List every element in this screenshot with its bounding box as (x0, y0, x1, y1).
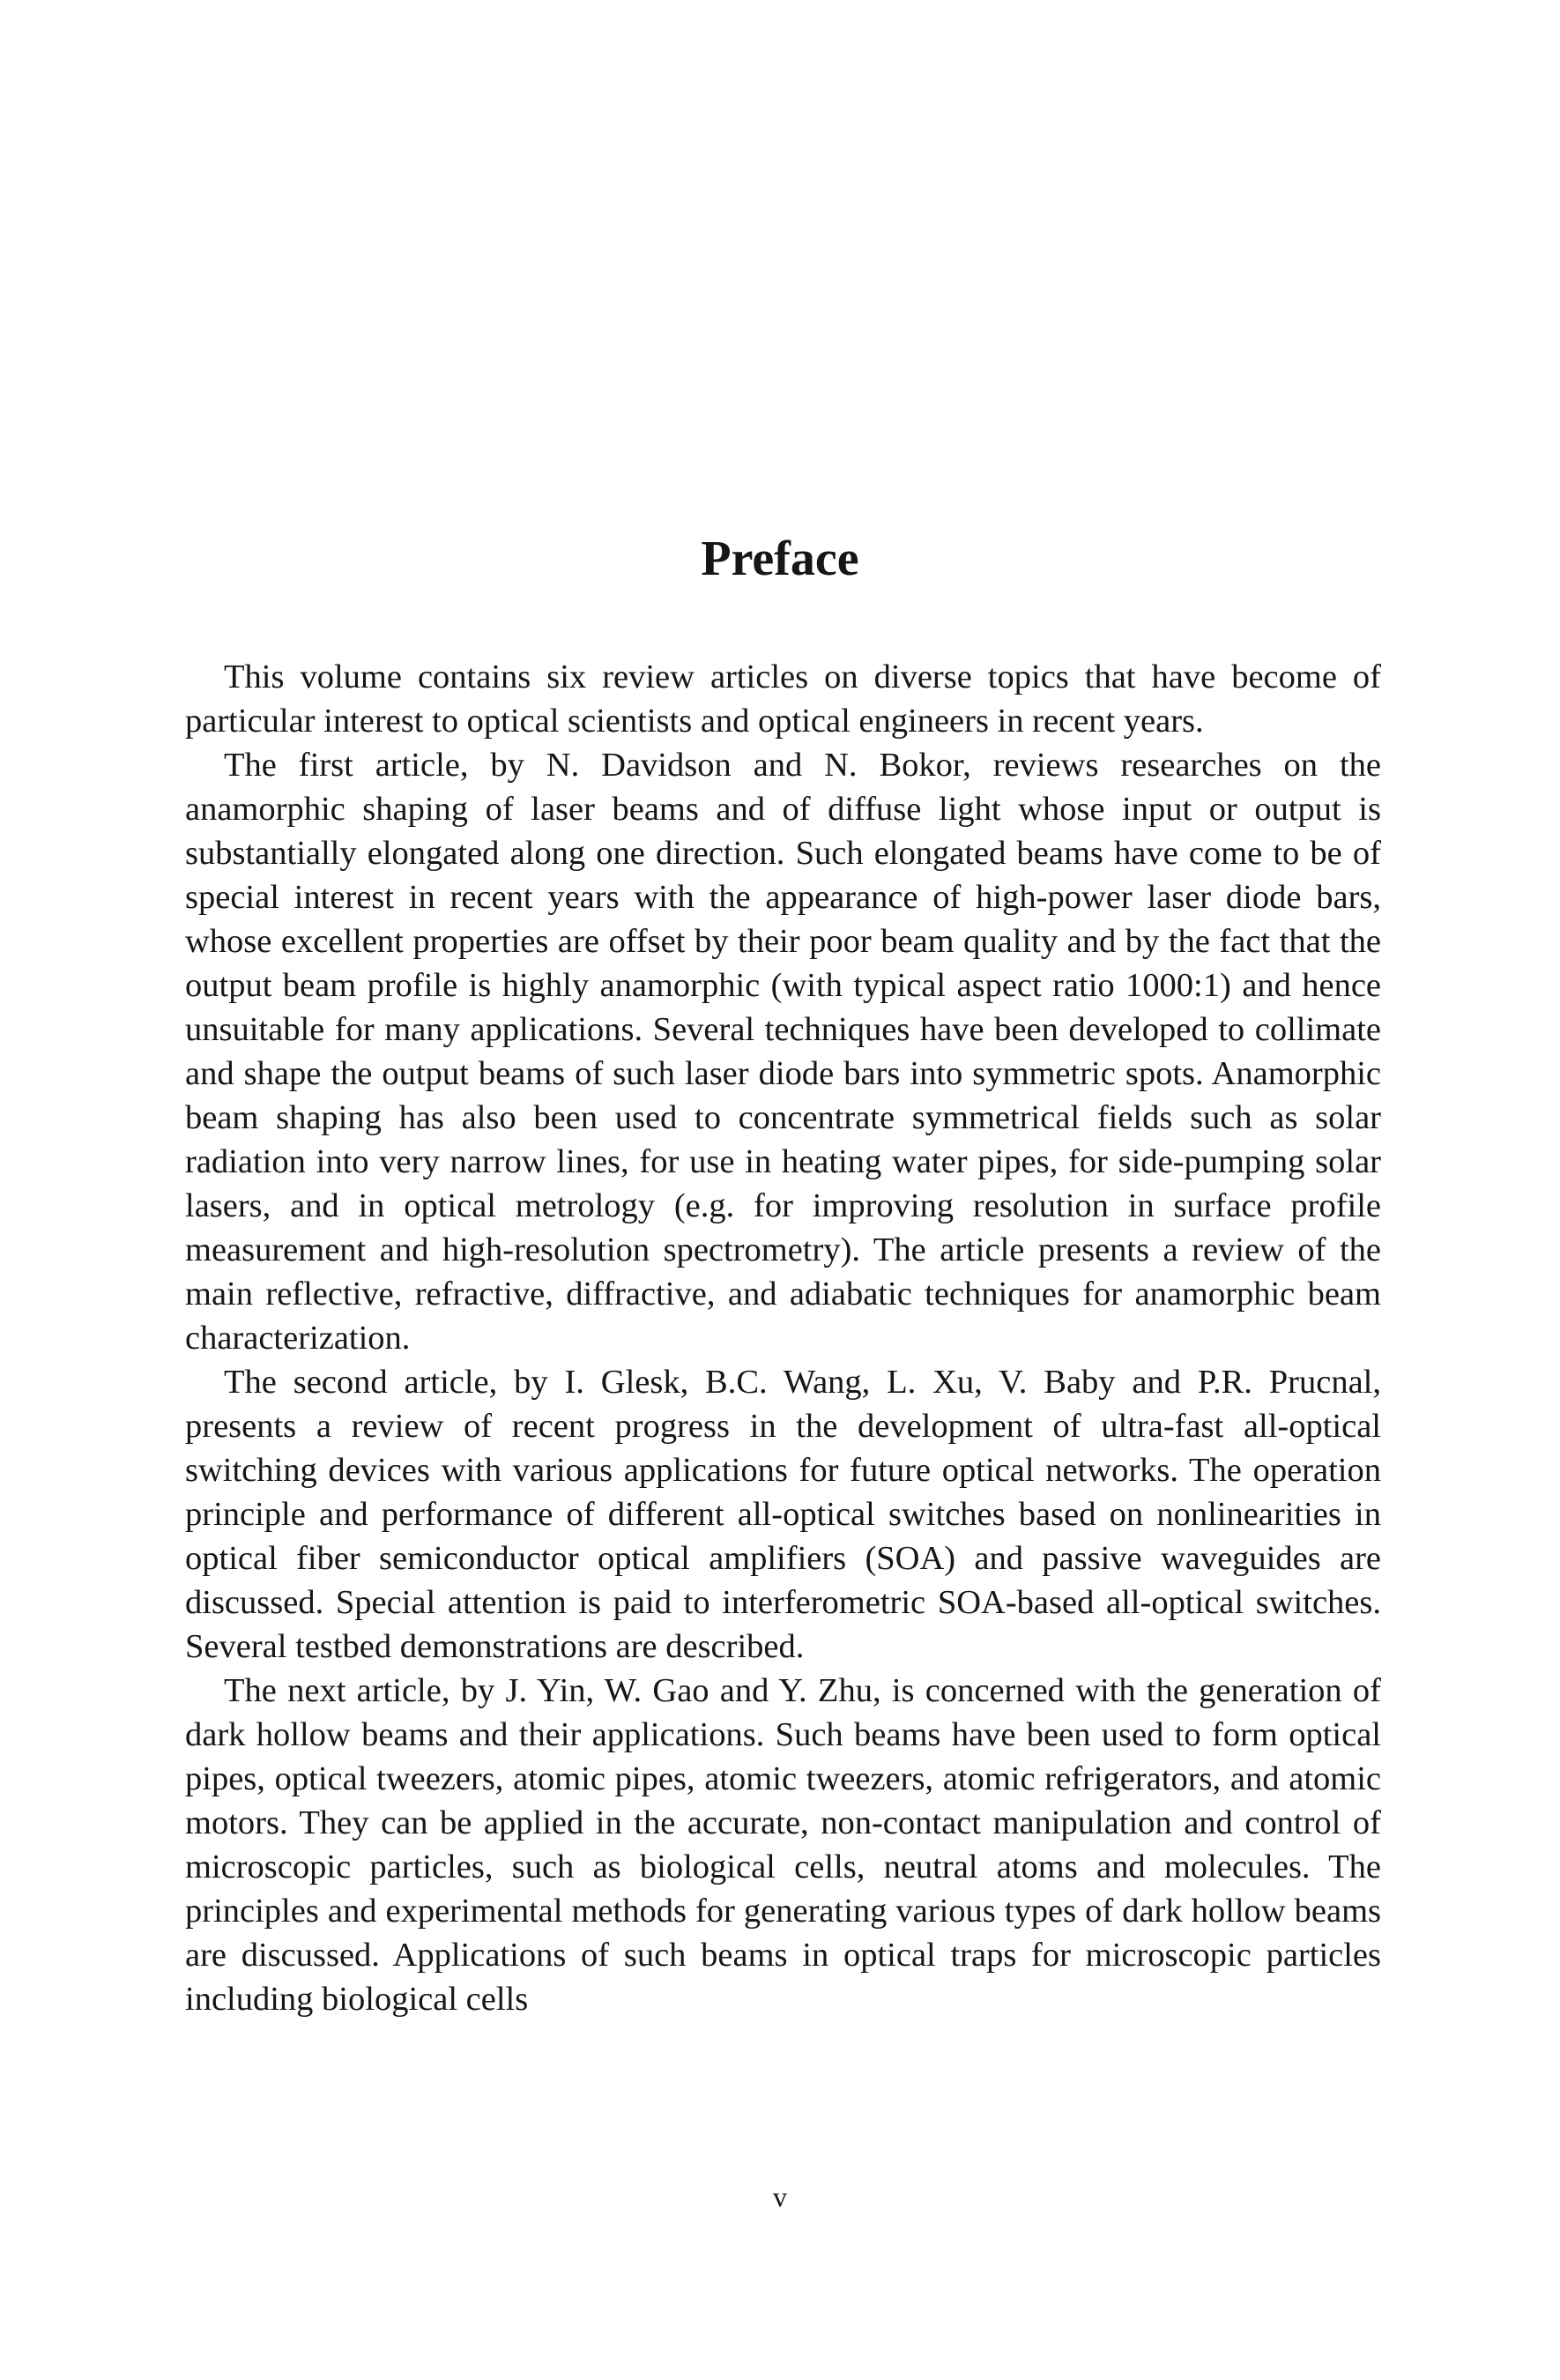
page-title: Preface (701, 532, 859, 586)
paragraph-intro: This volume contains six review articles on diverse topics that have become of particular interest to optical scientists and optical engineers in recent years. (185, 658, 1381, 740)
paragraph-first-article: The first article, by N. Davidson and N. Bokor, reviews researches on the anamorphic shaping of laser beams and of diffuse light whose input or output is substantially elongated along one direction. Such elongated beams have come to be of special interest in recent years with the appearance of high-power laser diode bars, whose excellent properties are offset by their poor beam quality and by the fact that the output beam profile is highly anamorphic (with typical aspect ratio 1000:1) and hence unsuitable for many applications. Several techniques have been developed to collimate and shape the output beams of such laser diode bars into symmetric spots. Anamorphic beam shaping has also been used to concentrate symmetrical fields such as solar radiation into very narrow lines, for use in heating water pipes, for side-pumping solar lasers, and in optical metrology (e.g. for improving resolution in surface profile measurement and high-resolution spectrometry). The article presents a review of the main reflective, refractive, diffractive, and adiabatic techniques for anamorphic beam characterization. (185, 747, 1381, 1357)
paragraph-next-article: The next article, by J. Yin, W. Gao and Y. Zhu, is concerned with the generation of dark hollow beams and their applications. Such beams have been used to form optical pipes, optical tweezers, atomic pipes, atomic tweezers, atomic refrigerators, and atomic motors. They can be applied in the accurate, non-contact manipulation and control of microscopic particles, such as biological cells, neutral atoms and molecules. The principles and experimental methods for generating various types of dark hollow beams are discussed. Applications of such beams in optical traps for microscopic particles including biological cells (185, 1672, 1381, 2018)
preface-body (185, 655, 1381, 2021)
page-number: v (773, 2181, 787, 2213)
paragraph-second-article: The second article, by I. Glesk, B.C. Wang, L. Xu, V. Baby and P.R. Prucnal, presents a review of recent progress in the development of ultra-fast all-optical switching devices with various applications for future optical networks. The operation principle and performance of different all-optical switches based on nonlinearities in optical fiber semiconductor optical amplifiers (SOA) and passive waveguides are discussed. Special attention is paid to interferometric SOA-based all-optical switches. Several testbed demonstrations are described. (185, 1364, 1381, 1665)
